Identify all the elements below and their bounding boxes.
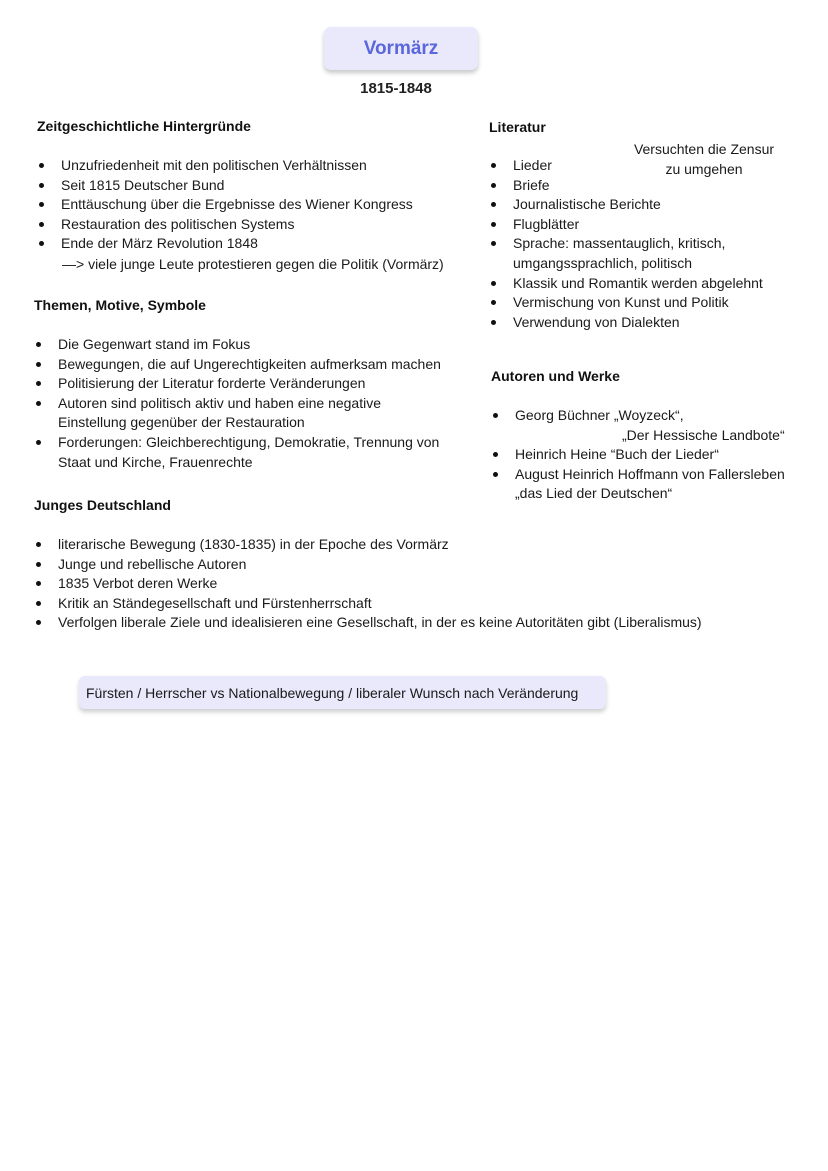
page-title-text: Vormärz	[363, 37, 439, 59]
list-item: Sprache: massentauglich, kritisch, umgangssprachlich, politisch	[489, 234, 789, 273]
summary-text: Fürsten / Herrscher vs Nationalbewegung / liberaler Wunsch nach Veränderung	[86, 684, 579, 701]
list-literatur	[489, 156, 789, 332]
list-junges-deutschland	[34, 535, 794, 633]
section-heading-autoren: Autoren und Werke	[491, 368, 620, 384]
section-heading-junges-deutschland: Junges Deutschland	[34, 497, 171, 513]
hintergruende-note: —> viele junge Leute protestieren gegen die Politik (Vormärz)	[62, 256, 444, 272]
work-line: „Der Hessische Landbote“	[622, 426, 785, 443]
list-item: Unzufriedenheit mit den politischen Verhältnissen	[37, 156, 477, 176]
list-item: Autoren sind politisch aktiv und haben eine negative Einstellung gegenüber der Restauration	[34, 394, 464, 433]
summary-box	[79, 676, 606, 709]
list-item: Briefe	[489, 176, 789, 196]
list-item: Politisierung der Literatur forderte Veränderungen	[34, 374, 464, 394]
author-line: Georg Büchner „Woyzeck“,	[515, 407, 684, 423]
list-item: Journalistische Berichte	[489, 195, 789, 215]
list-item: Die Gegenwart stand im Fokus	[34, 335, 464, 355]
list-item: Klassik und Romantik werden abgelehnt	[489, 274, 789, 294]
list-item: Junge und rebellische Autoren	[34, 555, 794, 575]
epoch-years: 1815-1848	[360, 80, 432, 97]
list-item: Verfolgen liberale Ziele und idealisieren eine Gesellschaft, in der es keine Autoritäten gibt (Liberalismus)	[34, 613, 794, 633]
section-heading-literatur: Literatur	[489, 119, 546, 135]
list-item: Kritik an Ständegesellschaft und Fürstenherrschaft	[34, 594, 794, 614]
list-item: Seit 1815 Deutscher Bund	[37, 176, 477, 196]
list-autoren	[491, 406, 811, 504]
list-item: Bewegungen, die auf Ungerechtigkeiten aufmerksam machen	[34, 355, 464, 375]
section-heading-hintergruende: Zeitgeschichtliche Hintergründe	[37, 118, 251, 134]
list-item	[491, 445, 811, 465]
list-item: Flugblätter	[489, 215, 789, 235]
list-item: Enttäuschung über die Ergebnisse des Wiener Kongress	[37, 195, 477, 215]
author-line: Heinrich Heine “Buch der Lieder“	[515, 446, 719, 463]
list-item: 1835 Verbot deren Werke	[34, 574, 794, 594]
list-item: Verwendung von Dialekten	[489, 313, 789, 333]
list-item: Lieder	[489, 156, 789, 176]
author-line: August Heinrich Hoffmann von Fallersleben	[515, 465, 785, 482]
list-item: literarische Bewegung (1830-1835) in der Epoche des Vormärz	[34, 535, 794, 555]
list-item: Forderungen: Gleichberechtigung, Demokratie, Trennung von Staat und Kirche, Frauenrechte	[34, 433, 464, 472]
list-item: Restauration des politischen Systems	[37, 215, 477, 235]
list-item: Vermischung von Kunst und Politik	[489, 293, 789, 313]
list-themen	[34, 335, 464, 472]
work-line: „das Lied der Deutschen“	[515, 485, 673, 502]
list-hintergruende	[37, 156, 477, 254]
list-item	[491, 406, 811, 445]
list-item: Ende der März Revolution 1848	[37, 234, 477, 254]
literatur-side-note: Versuchten die Zensur zu umgehen	[633, 141, 775, 177]
list-item	[491, 465, 811, 504]
section-heading-themen: Themen, Motive, Symbole	[34, 297, 206, 313]
page-title	[324, 27, 478, 70]
